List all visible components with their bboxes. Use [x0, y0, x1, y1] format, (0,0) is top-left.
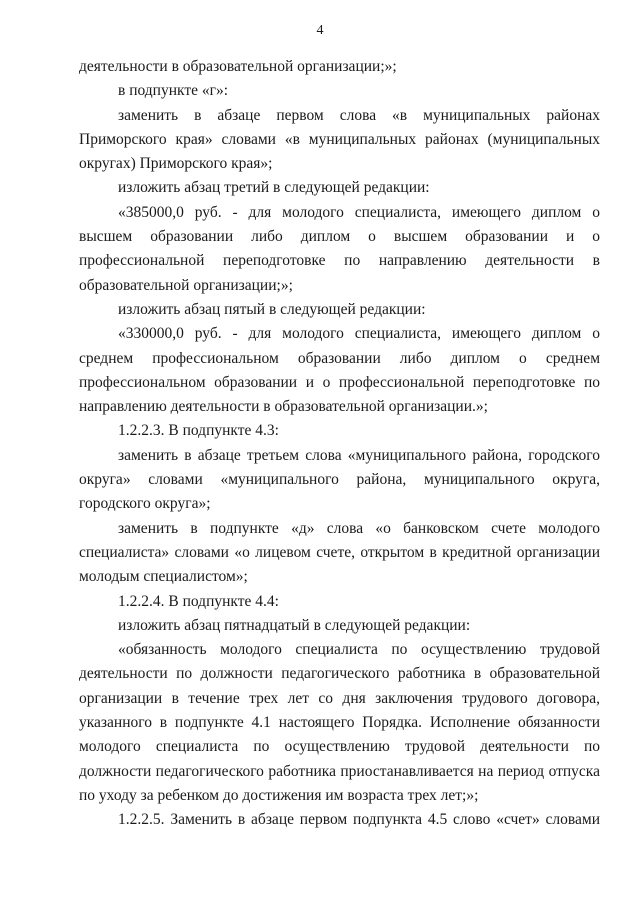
paragraph: «обязанность молодого специалиста по осуществлению трудовой деятельности по должности педагогического работника в образовательной организации в течение трех лет со дня заключения трудового договора, указанного в подпункте 4.1 настоящего Порядка. Исполнение обязанности молодого специалиста по осуществлению трудовой деятельности по должности педагогического работника приостанавливается на период отпуска по уходу за ребенком до достижения им возраста трех лет;»; [79, 641, 600, 804]
paragraph: заменить в абзаце третьем слова «муниципального района, городского округа» словами «муниципального района, муниципального округа, городского округа»; [79, 446, 600, 513]
page-number: 4 [316, 23, 324, 38]
paragraph: изложить абзац третий в следующей редакции: [118, 179, 430, 197]
paragraph: деятельности в образовательной организации;»; [79, 58, 397, 75]
paragraph: заменить в подпункте «д» слова «о банковском счете молодого специалиста» словами «о лицевом счете, открытом в кредитной организации молодым специалистом»; [79, 519, 600, 586]
document-body [79, 55, 600, 833]
paragraph: «385000,0 руб. - для молодого специалиста, имеющего диплом о высшем образовании либо диплом о высшем образовании и о профессиональной переподготовке по направлению деятельности в образовательной организации;»; [79, 203, 600, 294]
paragraph: изложить абзац пятый в следующей редакции: [118, 300, 426, 318]
paragraph: изложить абзац пятнадцатый в следующей редакции: [118, 616, 471, 634]
paragraph: заменить в абзаце первом слова «в муниципальных районах Приморского края» словами «в муниципальных районах (муниципальных округах) Приморского края»; [79, 106, 600, 173]
paragraph: 1.2.2.5. Заменить в абзаце первом подпункта 4.5 слово «счет» словами [118, 811, 600, 829]
paragraph: 1.2.2.3. В подпункте 4.3: [118, 422, 279, 440]
paragraph: 1.2.2.4. В подпункте 4.4: [118, 592, 279, 610]
paragraph: в подпункте «г»: [118, 82, 229, 100]
paragraph: «330000,0 руб. - для молодого специалиста, имеющего диплом о среднем профессиональном образовании либо диплом о среднем профессиональном образовании и о профессиональной переподготовке по направлению деятельности в образовательной организации.»; [79, 325, 600, 416]
